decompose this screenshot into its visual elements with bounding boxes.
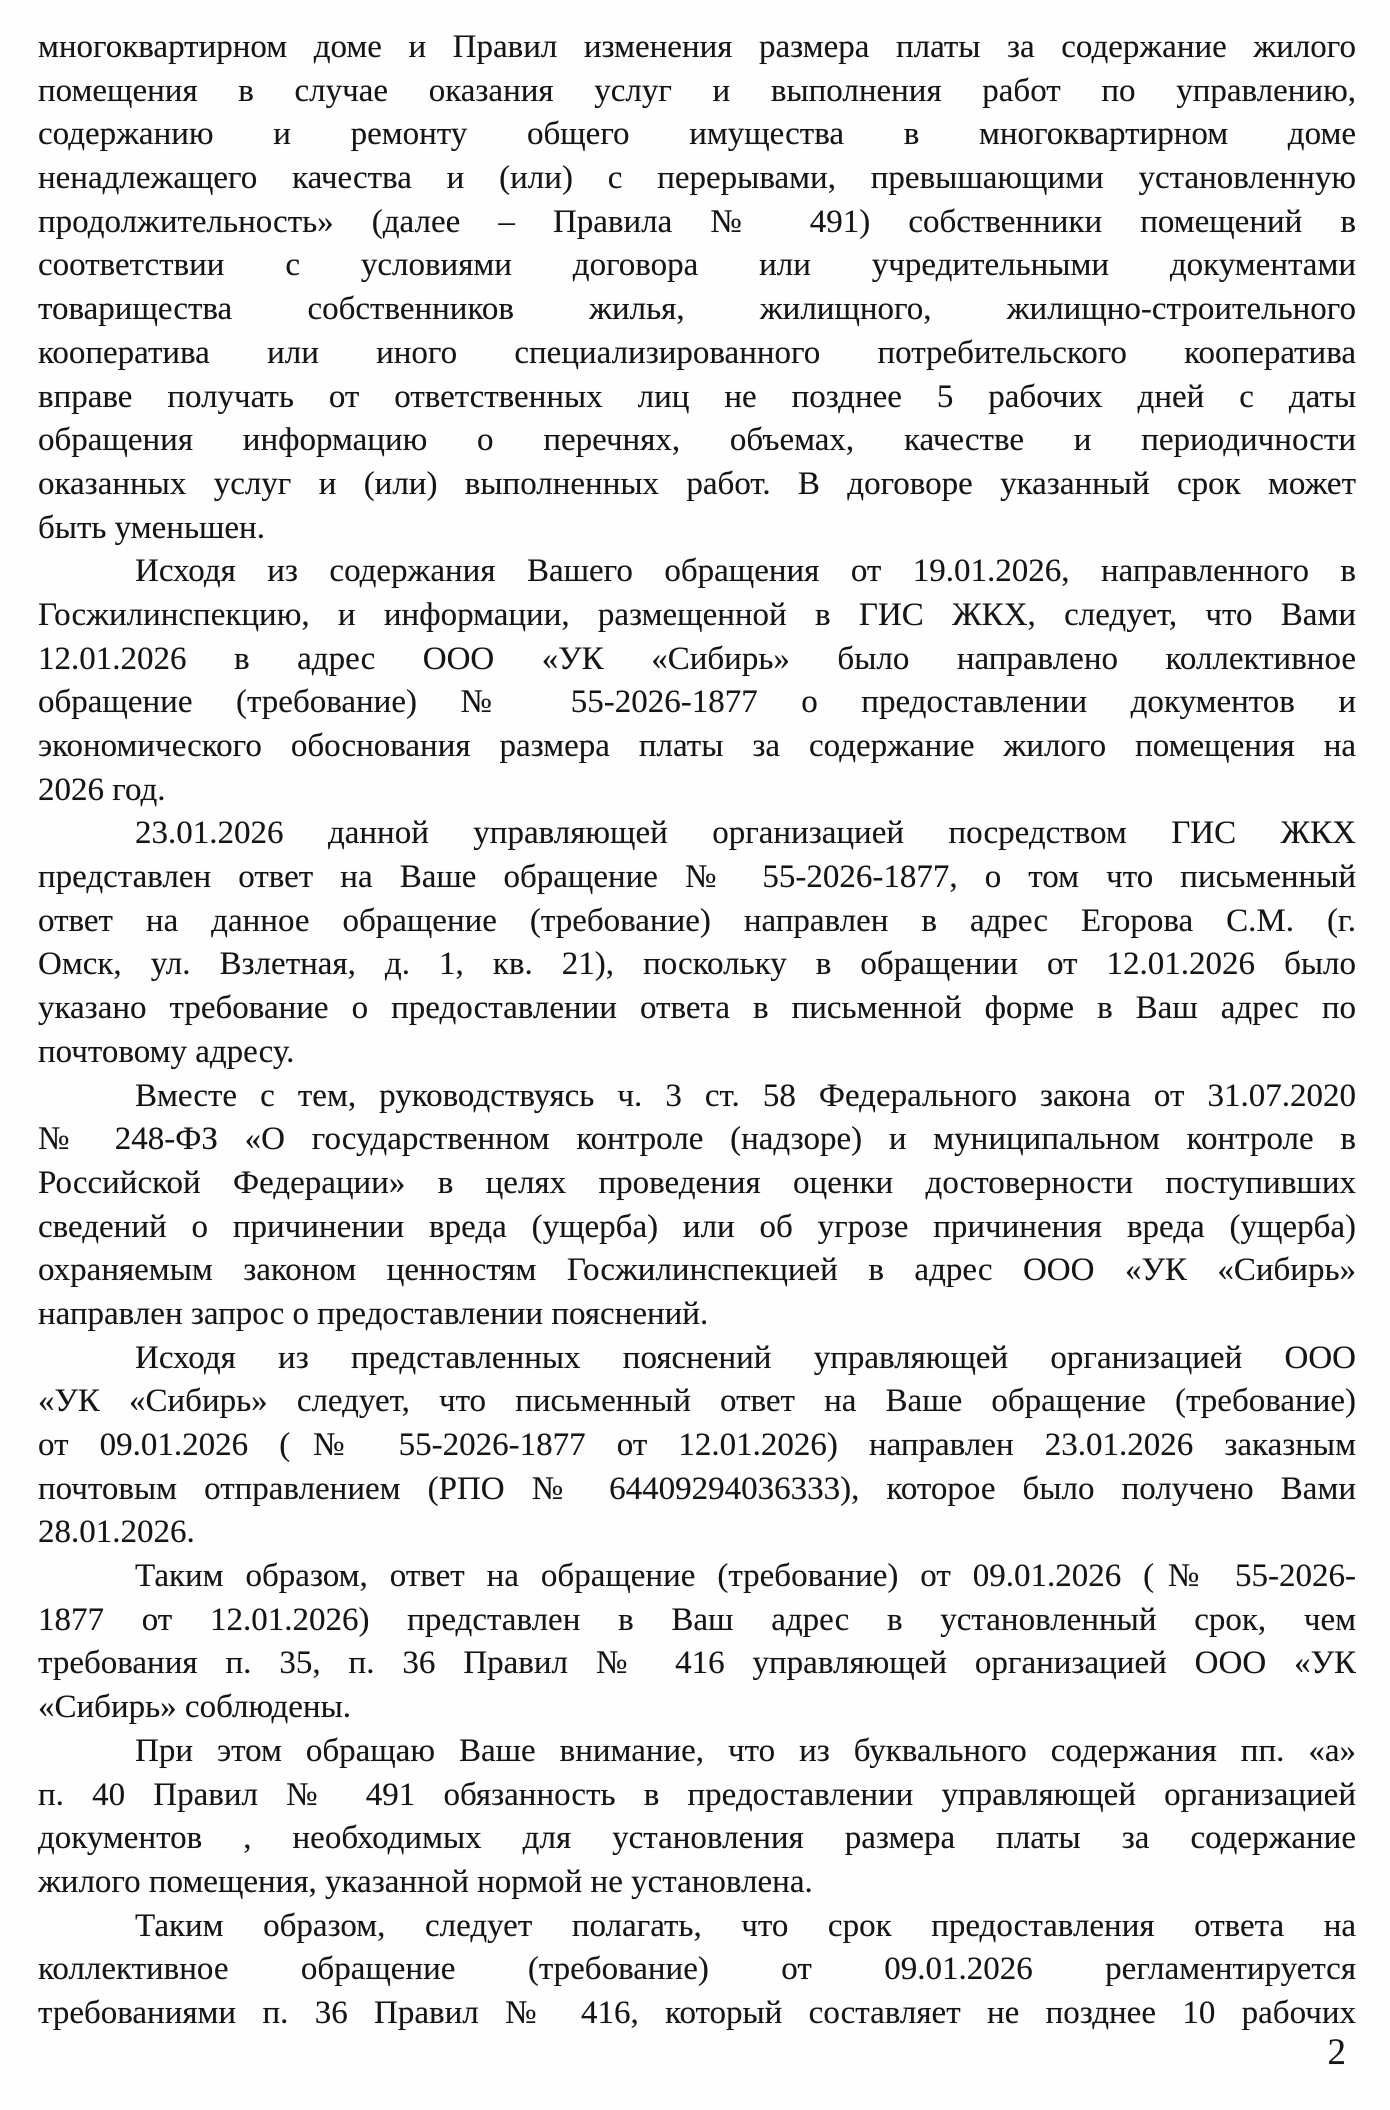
text-line: Омск, ул. Взлетная, д. 1, кв. 21), поскольку в обращении от 12.01.2026 было	[38, 946, 1356, 983]
text-line: содержанию и ремонту общего имущества в многоквартирном доме	[38, 116, 1356, 153]
text-line: При этом обращаю Ваше внимание, что из буквального содержания пп. «а»	[135, 1732, 1356, 1769]
page-number: 2	[1327, 2032, 1346, 2073]
text-line: ненадлежащего качества и (или) с перерывами, превышающими установленную	[38, 160, 1356, 197]
text-block	[38, 26, 1356, 2036]
text-line: Исходя из представленных пояснений управляющей организацией ООО	[135, 1339, 1356, 1376]
text-line: жилого помещения, указанной нормой не установлена.	[38, 1863, 813, 1900]
text-line: ответ на данное обращение (требование) направлен в адрес Егорова С.М. (г.	[38, 902, 1356, 939]
text-line: 28.01.2026.	[38, 1514, 195, 1551]
text-line: требованиями п. 36 Правил № 416, который составляет не позднее 10 рабочих	[38, 1994, 1356, 2031]
text-line: Вместе с тем, руководствуясь ч. 3 ст. 58 Федерального закона от 31.07.2020	[135, 1077, 1356, 1114]
text-line: 12.01.2026 в адрес ООО «УК «Сибирь» было направлено коллективное	[38, 640, 1356, 677]
text-line: «УК «Сибирь» следует, что письменный ответ на Ваше обращение (требование)	[38, 1383, 1356, 1420]
text-line: сведений о причинении вреда (ущерба) или об угрозе причинения вреда (ущерба)	[38, 1208, 1356, 1245]
text-line: продолжительность» (далее – Правила № 491) собственники помещений в	[38, 203, 1356, 240]
text-line: «Сибирь» соблюдены.	[38, 1689, 352, 1726]
text-line: охраняемым законом ценностям Госжилинспекцией в адрес ООО «УК «Сибирь»	[38, 1252, 1356, 1289]
text-line: от 09.01.2026 (№ 55-2026-1877 от 12.01.2026) направлен 23.01.2026 заказным	[38, 1427, 1356, 1463]
text-line: Российской Федерации» в целях проведения оценки достоверности поступивших	[38, 1164, 1356, 1201]
text-line: кооператива или иного специализированного потребительского кооператива	[38, 334, 1356, 371]
text-line: 2026 год.	[38, 771, 166, 808]
text-line: Исходя из содержания Вашего обращения от 19.01.2026, направленного в	[135, 553, 1356, 590]
text-line: 1877 от 12.01.2026) представлен в Ваш адрес в установленный срок, чем	[38, 1601, 1356, 1638]
text-line: представлен ответ на Ваше обращение № 55-2026-1877, о том что письменный	[38, 859, 1356, 896]
text-line: обращения информацию о перечнях, объемах, качестве и периодичности	[38, 422, 1356, 459]
text-line: Таким образом, следует полагать, что срок предоставления ответа на	[135, 1907, 1356, 1944]
text-line: почтовым отправлением (РПО № 64409294036333), которое было получено Вами	[38, 1470, 1356, 1507]
text-line: направлен запрос о предоставлении пояснений.	[38, 1295, 709, 1332]
text-line: товарищества собственников жилья, жилищного, жилищно-строительного	[38, 291, 1356, 328]
text-line: экономического обоснования размера платы за содержание жилого помещения на	[38, 728, 1356, 764]
text-line: указано требование о предоставлении ответа в письменной форме в Ваш адрес по	[38, 990, 1356, 1027]
text-line: Таким образом, ответ на обращение (требование) от 09.01.2026 (№ 55-2026-	[135, 1558, 1356, 1595]
text-line: требования п. 35, п. 36 Правил № 416 управляющей организацией ООО «УК	[38, 1645, 1356, 1682]
text-line: быть уменьшен.	[38, 509, 265, 546]
text-line: Госжилинспекцию, и информации, размещенной в ГИС ЖКХ, следует, что Вами	[38, 596, 1356, 633]
text-line: помещения в случае оказания услуг и выполнения работ по управлению,	[38, 72, 1356, 109]
text-line: многоквартирном доме и Правил изменения размера платы за содержание жилого	[38, 29, 1356, 65]
text-line: документов , необходимых для установления размера платы за содержание	[38, 1820, 1356, 1857]
text-line: обращение (требование) № 55-2026-1877 о предоставлении документов и	[38, 684, 1356, 721]
text-line: вправе получать от ответственных лиц не позднее 5 рабочих дней с даты	[38, 378, 1356, 415]
text-line: оказанных услуг и (или) выполненных работ. В договоре указанный срок может	[38, 465, 1356, 502]
text-line: соответствии с условиями договора или учредительными документами	[38, 247, 1356, 284]
text-line: № 248-ФЗ «О государственном контроле (надзоре) и муниципальном контроле в	[38, 1121, 1356, 1158]
text-line: почтовому адресу.	[38, 1033, 295, 1070]
text-line: 23.01.2026 данной управляющей организацией посредством ГИС ЖКХ	[135, 815, 1356, 852]
text-line: п. 40 Правил № 491 обязанность в предоставлении управляющей организацией	[38, 1776, 1356, 1813]
text-line: коллективное обращение (требование) от 09.01.2026 регламентируется	[38, 1951, 1356, 1988]
